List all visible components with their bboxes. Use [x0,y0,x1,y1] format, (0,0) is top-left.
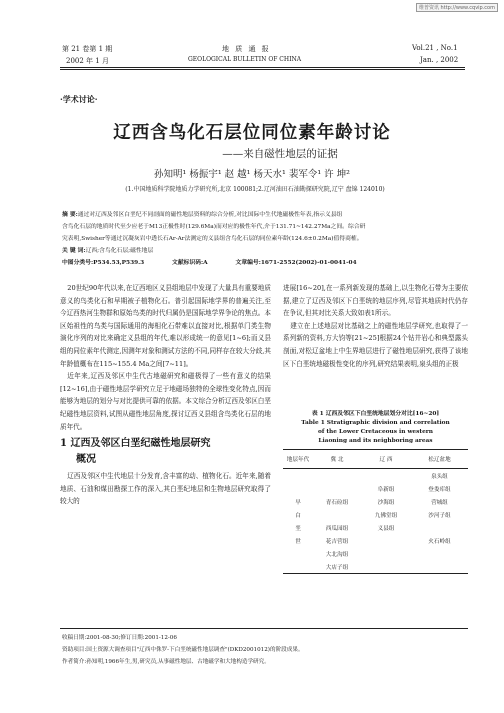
right-paragraph-2: 建立在上述地层对比基础之上的磁性地层学研究,也取得了一系列新的资料,方大钧等[21~25]根据24个钻井岩心和典型露头剖面,对松辽盆地上中生界地层进行了磁性地层研究,获得了该地区下白垩统地磁极性变化的序列,研究结果表明,泉头组的正极 [283,321,468,368]
table-row [283,547,468,560]
keywords: 辽西;含鸟化石层;磁性地层 [85,248,154,254]
table-header-songliao: 松辽盆地 [411,450,468,469]
received-date: 收稿日期:2001-08-30;修订日期:2001-12-06 [62,635,177,641]
intro-paragraph-1: 20世纪90年代以来,在辽西地区义县组地层中发现了大量具有重要地质意义的鸟类化石和早期被子植物化石。普引起国际地学界的普遍关注,至今辽西热河生物群和原始鸟类的时代归属仍是国际地学界争论的焦点。本区始祖性的鸟类与国际通用的海相化石带难以直接对比,根据单门类生物演化序列的对比来确定义县组的年代,难以形成统一的意见[1~6];而义县组的同位素年代测定,因测年对象和测试方法的不同,同样存在较大分歧,其年龄值概布在115~155.4 Ma之间[7~11]。 [60,284,271,368]
paper-affiliation: (1.中国地质科学院地质力学研究所,北京 100081;2.辽河油田石油勘探研究院,辽宁 盘锦 124010) [125,186,385,193]
table-cell: 登娄库组 [428,486,451,493]
keywords-label: 关 键 词: [62,248,86,254]
header-date: 2002 年 1 月 [66,57,109,65]
paper-subtitle: ——来自磁性地层的证据 [222,148,338,160]
table-caption-en-3: Liaoning and its neighboring areas [318,438,433,444]
table-cell: 大北沟组 [325,551,349,558]
column-tag: ·学术讨论· [60,94,98,104]
stratigraphy-table [283,449,468,574]
table-cell: 九佛堂组 [374,512,398,519]
header-rule-top [60,67,465,68]
section-heading-1: 1 辽西及邻区白垩纪磁性地层研究 [60,438,211,450]
table-era-char: 早 [295,499,301,506]
table-row [283,534,468,547]
funding-note: 资助项目:国土资源大调查项目"辽西中侏罗-下白垩统磁性地层调查"(DKD2001012)的阶段成果。 [62,647,304,653]
table-caption-en-2: of the Lower Cretaceous in western [317,429,434,435]
table-header-liaoxi: 辽 西 [361,450,411,469]
journal-title-en: GEOLOGICAL BULLETIN OF CHINA [188,56,302,63]
table-cell: 沙海组 [377,499,395,506]
intro-paragraph-2: 近年来,辽西及邻区中生代古地磁研究和磁极得了一些有意义的结果[12~16],由于磁性地层学研究立足于地磁场独特的全球性变化特点,因而能够为地层的划分与对比提供可靠的依据。本文综合分析辽西及邻区白垩纪磁性地层资料,试图从磁性地层角度,探讨辽西义县组含鸟类化石层的地质年代。 [60,372,271,431]
table-header-row [283,450,468,469]
table-caption-cn: 表 1 辽西及邻区下白垩统地层划分对比[16~20] [311,411,440,417]
abstract [62,209,466,269]
article-number: 文章编号:1671-2552(2002)-01-0041-04 [235,260,357,266]
header-volume: 第 21 卷第 1 期 [62,45,113,53]
table-cell: 花吉营组 [325,538,349,545]
table-row [283,482,468,495]
table-era-char: 世 [295,538,301,545]
table-header-jibei: 冀 北 [313,450,361,469]
abstract-label: 摘 要: [62,212,78,218]
table-cell: 营城组 [431,499,448,506]
paper-authors: 孙知明¹ 杨振宇¹ 赵 越¹ 杨天水¹ 裴军令¹ 许 坤² [154,169,350,180]
table-era-char: 垩 [295,525,301,532]
footnotes [62,632,468,668]
table-era-char: 白 [295,512,301,519]
clc-number: 中图分类号:P534.53,P539.3 [62,260,145,266]
table-caption-en-1: Table 1 Stratigraphic division and correlation [301,420,450,426]
abstract-line-3: 究表明,Swisher等通过沉凝灰岩中透长石Ar-Ar法测定的义县组含鸟化石层的同位素年龄(124.6±0.2Ma)值得商榷。 [62,236,363,242]
header-date-en: Jan. , 2002 [420,56,459,64]
abstract-line-2: 含鸟化石层的地质时代至少应老于M13正极性时(129.6Ma)而对应的极性年代,介于131.71~142.27Ma之间。综合研 [62,224,366,230]
table-header-era: 地层年代 [283,450,313,469]
document-code: 文献标识码:A [172,260,208,266]
table-cell: 火石岭组 [428,538,451,545]
table-cell: 义县组 [377,525,395,532]
body-right-column [283,282,468,370]
paper-title: 辽西含鸟化石层位同位素年龄讨论 [113,123,391,143]
author-bio: 作者简介:孙知明,1966年生,男,研究员,从事磁性地层、古地磁学和大地构造学研究。 [62,659,270,665]
table-cell: 泉头组 [431,473,448,480]
body-left-column [60,282,271,508]
table-cell: 青石砬组 [325,499,349,506]
section-1-paragraph: 辽西及邻区中生代地层十分发育,含丰富的动、植物化石。近年来,随着地质、石油和煤田勘探工作的深入,其白垩纪地层和生物地层研究取得了较大的 [60,472,271,506]
table-row [283,508,468,521]
table-cell: 沙河子组 [428,512,451,519]
abstract-line-1: 通过对辽西及邻区白垩纪不同剖面的磁性地层资料的综合分析,对比国际中生代地磁极性年表,指示义县组 [77,212,343,218]
section-heading-1-cont: 概况 [76,454,96,466]
table-cell: 大店子组 [313,560,361,574]
footnote-rule [60,628,468,629]
journal-title-cn: 地 质 通 报 [222,45,271,53]
table-row [283,560,468,574]
table-cell: 西瓜园组 [325,525,349,532]
table-row [283,521,468,534]
table-row [283,495,468,508]
table-caption [283,410,468,446]
table-row [283,469,468,483]
table-cell: 阜新组 [377,486,395,493]
header-rule-bottom [60,69,465,70]
watermark: 维普资讯 http://www.cqvip.com [416,3,498,12]
header-vol-en: Vol.21 , No.1 [412,44,458,52]
right-paragraph-1: 进展[16~20],在一系列新发现的基础上,以生物化石带为主要依据,建立了辽西及邻区下白垩统的地层序列,尽管其地质时代仍存在争议,但其对比关系大致如表1所示。 [283,284,468,318]
